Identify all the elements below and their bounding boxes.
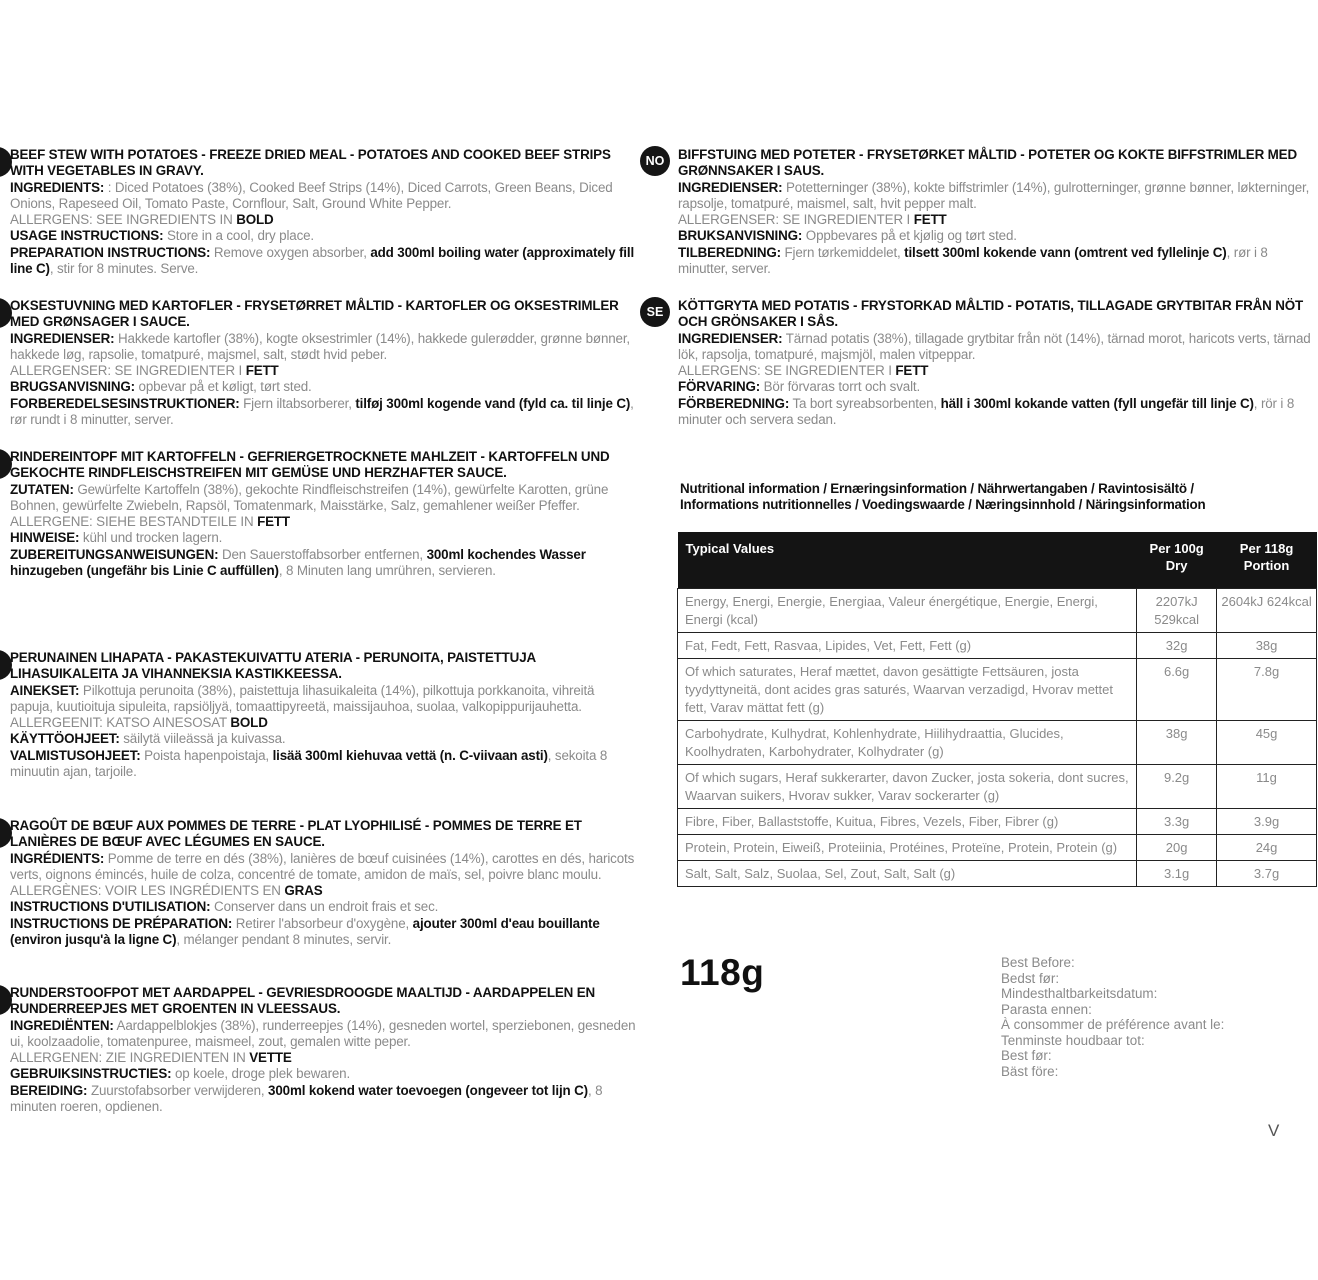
table-row: [678, 589, 1317, 633]
section-en: [10, 147, 640, 277]
prep-text: Zuurstofabsorber verwijderen,: [87, 1082, 269, 1098]
usage-text: säilytä viileässä ja kuivassa.: [119, 731, 286, 747]
header-typical-values: Typical Values: [678, 532, 1137, 589]
allergens-bold: FETT: [245, 363, 279, 379]
table-row: [678, 861, 1317, 887]
ingredients-label: INGREDIENTS:: [10, 179, 105, 195]
prep-bold: ajouter 300ml d'eau bouillante (environ jusqu'à la ligne C): [10, 915, 600, 948]
allergens-bold: BOLD: [236, 212, 274, 228]
section-de: [10, 449, 640, 579]
corner-letter: V: [1268, 1121, 1280, 1140]
allergens-text: ALLERGENS: SEE INGREDIENTS IN: [10, 212, 237, 228]
prep-label: PREPARATION INSTRUCTIONS:: [10, 244, 211, 260]
prep-bold: 300ml kochendes Wasser hinzugeben (ungefähr bis Linie C auffüllen): [10, 546, 586, 579]
prep-end: , stir for 8 minutes. Serve.: [49, 261, 199, 277]
prep-end: , 8 Minuten lang umrühren, servieren.: [278, 563, 496, 579]
value-per-100g: 32g: [1137, 633, 1217, 659]
usage-label: INSTRUCTIONS D'UTILISATION:: [10, 899, 211, 915]
section-se: [678, 298, 1318, 428]
value-per-100g: 3.1g: [1137, 861, 1217, 887]
allergens-bold: BOLD: [230, 715, 268, 731]
nutrition-title: [680, 481, 1206, 513]
allergens-text: ALLERGENS: SE INGREDIENTER I: [678, 363, 896, 379]
product-title: BEEF STEW WITH POTATOES - FREEZE DRIED MEAL - POTATOES AND COOKED BEEF STRIPS WITH VEGETABLES IN GRAVY.: [10, 147, 611, 179]
header-per-portion: Per 118g Portion: [1217, 532, 1317, 589]
value-per-100g: 38g: [1137, 721, 1217, 765]
prep-bold: häll i 300ml kokande vatten (fyll ungefär till linje C): [940, 395, 1254, 411]
prep-bold: 300ml kokend water toevoegen (ongeveer tot lijn C): [268, 1082, 588, 1098]
value-per-100g: 3.3g: [1137, 809, 1217, 835]
prep-end: , sekoita 8 minuutin ajan, tarjoile.: [10, 747, 608, 780]
nutrition-table: [677, 532, 1317, 887]
prep-text: Den Sauerstoffabsorber entfernen,: [218, 546, 427, 562]
allergens-bold: FETT: [257, 514, 290, 530]
product-title: RINDEREINTOPF MIT KARTOFFELN - GEFRIERGETROCKNETE MAHLZEIT - KARTOFFELN UND GEKOCHTE RINDFLEISCHSTREIFEN MIT GEMÜSE UND HERZHAFTER SAUCE.: [10, 449, 610, 481]
usage-text: kühl und trocken lagern.: [79, 530, 223, 546]
prep-bold: tilsett 300ml kokende vann (omtrent ved fyllelinje C): [904, 244, 1227, 260]
nutrient-label: Fibre, Fiber, Ballaststoffe, Kuitua, Fibres, Vezels, Fiber, Fibrer (g): [678, 809, 1137, 835]
allergens-text: ALLERGENE: SIEHE BESTANDTEILE IN: [10, 514, 258, 530]
prep-text: Fjern tørkemiddelet,: [780, 244, 905, 260]
prep-bold: lisää 300ml kiehuvaa vettä (n. C-viivaan asti): [272, 747, 548, 763]
prep-text: Ta bort syreabsorbenten,: [789, 395, 941, 411]
prep-end: , rør rundt i 8 minutter, server.: [10, 395, 634, 428]
table-row: [678, 659, 1317, 721]
section-fr: [10, 818, 640, 948]
product-title: RUNDERSTOOFPOT MET AARDAPPEL - GEVRIESDROOGDE MAALTIJD - AARDAPPELEN EN RUNDERREEPJES MET GROENTEN IN VLEESSAUS.: [10, 985, 596, 1017]
allergens-bold: GRAS: [284, 883, 323, 899]
language-badge-se: SE: [640, 297, 670, 327]
header-per-100g: Per 100g Dry: [1137, 532, 1217, 589]
best-before-line: Mindesthaltbarkeitsdatum:: [1001, 986, 1158, 1001]
value-per-100g: 9.2g: [1137, 765, 1217, 809]
ingredients-label: INGREDIËNTEN:: [10, 1017, 114, 1033]
nutrient-label: Energy, Energi, Energie, Energiaa, Valeur énergétique, Energie, Energi, Energi (kcal): [678, 589, 1137, 633]
net-weight: 118g: [680, 952, 765, 993]
best-before-line: Tenminste houdbaar tot:: [1001, 1032, 1145, 1048]
section-da: [10, 298, 640, 428]
prep-bold: add 300ml boiling water (approximately fill line C): [10, 244, 635, 277]
prep-label: INSTRUCTIONS DE PRÉPARATION:: [10, 915, 233, 931]
usage-label: KÄYTTÖOHJEET:: [10, 731, 120, 747]
value-per-100g: 2207kJ 529kcal: [1137, 589, 1217, 633]
value-per-portion: 11g: [1217, 765, 1317, 809]
nutrition-title-line: Nutritional information / Ernæringsinformation / Nährwertangaben / Ravintosisältö /: [680, 481, 1194, 496]
ingredients-text: Potetterninger (38%), kokte biffstrimler (14%), gulrotterninger, grønne bønner, løkterninger, rapsolje, tomatpuré, maismel, salt, hvit pepper malt.: [678, 179, 1310, 211]
ingredients-text: Pomme de terre en dés (38%), lanières de bœuf cuisinées (14%), carottes en dés, haricots verts, oignons émincés, huile de colza, concentré de tomate, amidon de maïs, sel, poivre blanc moulu.: [10, 850, 635, 882]
best-before-line: Bedst før:: [1001, 970, 1060, 986]
nutrient-label: Protein, Protein, Eiweiß, Proteiinia, Protéines, Proteïne, Protein, Protein (g): [678, 835, 1137, 861]
nutrient-label: Carbohydrate, Kulhydrat, Kohlenhydrate, Hiilihydraattia, Glucides, Koolhydraten, Karbohydrater, Kolhydrater (g): [678, 721, 1137, 765]
usage-label: FÖRVARING:: [678, 379, 761, 395]
ingredients-text: Gewürfelte Kartoffeln (38%), gekochte Rindfleischstreifen (14%), gewürfelte Karotten, grüne Bohnen, gewürfelte Zwiebeln, Rapsöl, Tomatenmark, Maisstärke, Salz, gemahlener weißer Pfeffer.: [10, 481, 609, 513]
nutrient-label: Of which saturates, Heraf mættet, davon gesättigte Fettsäuren, josta tyydyttyneitä, dont acides gras saturés, Waarvan verzadigd, Hvorav mettet fett, Varav mättat fett (g): [678, 659, 1137, 721]
section-nl: [10, 985, 640, 1115]
table-row: [678, 765, 1317, 809]
product-title: BIFFSTUING MED POTETER - FRYSETØRKET MÅLTID - POTETER OG KOKTE BIFFSTRIMLER MED GRØNNSAKER I SAUS.: [678, 147, 1297, 179]
prep-label: FÖRBEREDNING:: [678, 395, 790, 411]
ingredients-label: INGRÉDIENTS:: [10, 850, 105, 866]
nutrition-title-line: Informations nutritionnelles / Voedingswaarde / Næringsinnhold / Näringsinformation: [680, 497, 1206, 512]
value-per-portion: 45g: [1217, 721, 1317, 765]
ingredients-label: ZUTATEN:: [10, 481, 74, 497]
usage-label: USAGE INSTRUCTIONS:: [10, 228, 164, 244]
product-title: RAGOÛT DE BŒUF AUX POMMES DE TERRE - PLAT LYOPHILISÉ - POMMES DE TERRE ET LANIÈRES DE BŒUF AVEC LÉGUMES EN SAUCE.: [10, 818, 582, 850]
value-per-100g: 20g: [1137, 835, 1217, 861]
usage-text: Store in a cool, dry place.: [163, 228, 315, 244]
usage-text: Conserver dans un endroit frais et sec.: [210, 899, 439, 915]
table-row: [678, 721, 1317, 765]
best-before-line: À consommer de préférence avant le:: [1001, 1017, 1225, 1032]
value-per-portion: 2604kJ 624kcal: [1217, 589, 1317, 633]
table-row: [678, 835, 1317, 861]
allergens-text: ALLERGENSER: SE INGREDIENTER I: [10, 363, 246, 379]
language-badge-no: NO: [640, 146, 670, 176]
section-fi: [10, 650, 640, 780]
product-title: KÖTTGRYTA MED POTATIS - FRYSTORKAD MÅLTID - POTATIS, TILLAGADE GRYTBITAR FRÅN NÖT OCH GRÖNSAKER I SÅS.: [678, 298, 1304, 330]
ingredients-label: AINEKSET:: [10, 682, 80, 698]
best-before-block: [1001, 955, 1224, 1079]
value-per-100g: 6.6g: [1137, 659, 1217, 721]
best-before-line: Best Before:: [1001, 955, 1075, 970]
ingredients-text: Pilkottuja perunoita (38%), paistettuja lihasuikaleita (14%), pilkottuja porkkanoita, vihreitä papuja, kuutioituja sipuleita, rapsiöljyä, tomaattipyreetä, maissijauhoa, suolaa, valkopippurijauhetta.: [10, 682, 595, 714]
prep-bold: tilføj 300ml kogende vand (fyld ca. til linje C): [355, 395, 631, 411]
prep-text: Remove oxygen absorber,: [210, 244, 371, 260]
prep-end: , mélanger pendant 8 minutes, servir.: [176, 932, 392, 948]
nutrient-label: Salt, Salt, Salz, Suolaa, Sel, Zout, Salt, Salt (g): [678, 861, 1137, 887]
product-title: PERUNAINEN LIHAPATA - PAKASTEKUIVATTU ATERIA - PERUNOITA, PAISTETTUJA LIHASUIKALEITA JA VIHANNEKSIA KASTIKKEESSA.: [10, 650, 536, 682]
usage-label: BRUGSANVISNING:: [10, 379, 135, 395]
prep-end: , rör i 8 minuter och servera sedan.: [678, 395, 1295, 428]
best-before-line: Bäst före:: [1001, 1063, 1059, 1079]
usage-text: opbevar på et køligt, tørt sted.: [134, 379, 312, 395]
allergens-text: ALLERGENSER: SE INGREDIENTER I: [678, 212, 914, 228]
prep-text: Poista hapenpoistaja,: [140, 747, 273, 763]
value-per-portion: 3.9g: [1217, 809, 1317, 835]
table-header-row: [678, 532, 1317, 589]
table-row: [678, 633, 1317, 659]
usage-text: Bör förvaras torrt och svalt.: [760, 379, 921, 395]
allergens-bold: FETT: [895, 363, 929, 379]
allergens-text: ALLERGENEN: ZIE INGREDIENTEN IN: [10, 1050, 250, 1066]
ingredients-text: Aardappelblokjes (38%), runderreepjes (14%), gesneden wortel, sperziebonen, gesneden ui, koolzaadolie, tomatenpuree, maismeel, zout, gemalen witte peper.: [10, 1017, 636, 1049]
section-no: [678, 147, 1318, 277]
usage-label: GEBRUIKSINSTRUCTIES:: [10, 1066, 172, 1082]
usage-text: Oppbevares på et kjølig og tørt sted.: [802, 228, 1017, 244]
value-per-portion: 3.7g: [1217, 861, 1317, 887]
prep-label: BEREIDING:: [10, 1082, 88, 1098]
allergens-bold: VETTE: [249, 1050, 292, 1066]
allergens-text: ALLERGÈNES: VOIR LES INGRÉDIENTS EN: [10, 883, 285, 899]
value-per-portion: 24g: [1217, 835, 1317, 861]
usage-label: BRUKSANVISNING:: [678, 228, 803, 244]
value-per-portion: 38g: [1217, 633, 1317, 659]
prep-end: , 8 minuten roeren, opdienen.: [10, 1082, 603, 1115]
prep-end: , rør i 8 minutter, server.: [678, 244, 1268, 277]
ingredients-label: INGREDIENSER:: [678, 179, 783, 195]
allergens-text: ALLERGEENIT: KATSO AINESOSAT: [10, 715, 231, 731]
ingredients-text: Tärnad potatis (38%), tillagade grytbitar från nöt (14%), tärnad morot, haricots verts, tärnad lök, rapsolja, tomatpuré, majsmjöl, malen vitpeppar.: [678, 330, 1311, 362]
table-row: [678, 809, 1317, 835]
nutrient-label: Fat, Fedt, Fett, Rasvaa, Lipides, Vet, Fett, Fett (g): [678, 633, 1137, 659]
allergens-bold: FETT: [913, 212, 947, 228]
value-per-portion: 7.8g: [1217, 659, 1317, 721]
prep-label: FORBEREDELSESINSTRUKTIONER:: [10, 395, 240, 411]
prep-label: TILBEREDNING:: [678, 244, 781, 260]
nutrient-label: Of which sugars, Heraf sukkerarter, davon Zucker, josta sokeria, dont sucres, Waarvan suikers, Hvorav sukker, Varav sockerarter (g): [678, 765, 1137, 809]
best-before-line: Parasta ennen:: [1001, 1001, 1092, 1017]
ingredients-label: INGREDIENSER:: [10, 330, 115, 346]
prep-label: VALMISTUSOHJEET:: [10, 747, 141, 763]
ingredients-text: : Diced Potatoes (38%), Cooked Beef Strips (14%), Diced Carrots, Green Beans, Diced Onions, Rapeseed Oil, Tomato Paste, Cornflour, Salt, Ground White Pepper.: [10, 179, 613, 211]
prep-label: ZUBEREITUNGSANWEISUNGEN:: [10, 546, 219, 562]
ingredients-label: INGREDIENSER:: [678, 330, 783, 346]
usage-text: op koele, droge plek bewaren.: [171, 1066, 351, 1082]
prep-text: Fjern iltabsorberer,: [239, 395, 356, 411]
best-before-line: Best før:: [1001, 1048, 1052, 1063]
prep-text: Retirer l'absorbeur d'oxygène,: [232, 915, 413, 931]
ingredients-text: Hakkede kartofler (38%), kogte oksestrimler (14%), hakkede gulerødder, grønne bønner, hakkede løg, rapsolie, tomatpuré, majsmel, salt, stødt hvid peber.: [10, 330, 630, 362]
product-title: OKSESTUVNING MED KARTOFLER - FRYSETØRRET MÅLTID - KARTOFLER OG OKSESTRIMLER MED GRØNSAGER I SAUCE.: [10, 298, 619, 330]
usage-label: HINWEISE:: [10, 530, 80, 546]
